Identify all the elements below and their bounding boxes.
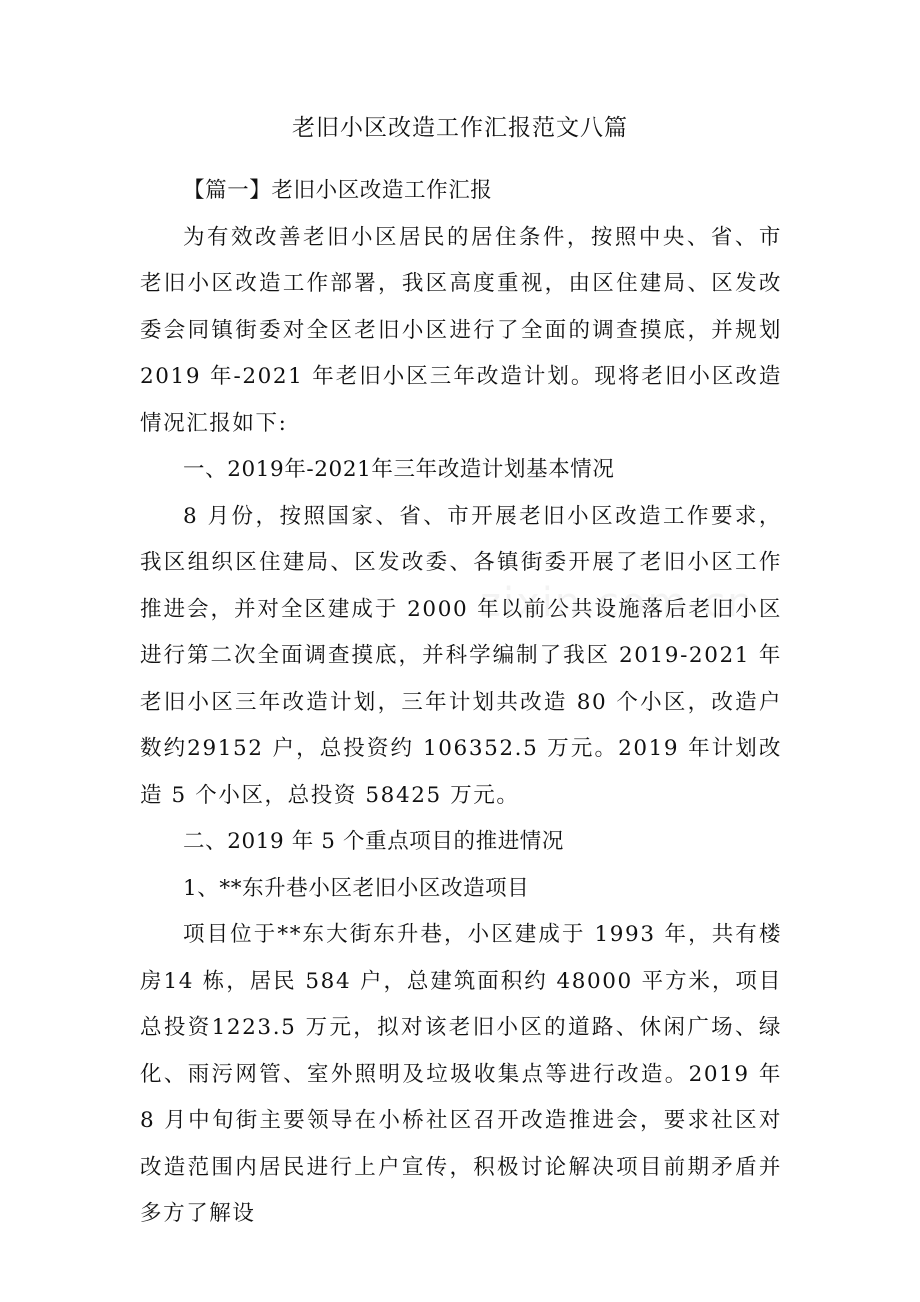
section-heading-part-one: 【篇一】老旧小区改造工作汇报 (183, 178, 493, 203)
paragraph-plan-details: 8 月份，按照国家、省、市开展老旧小区改造工作要求，我区组织区住建局、区发改委、各镇街委开展了老旧小区工作推进会，并对全区建成于 2000 年以前公共设施落后老旧小区进行第二次全面调查摸底，并科学编制了我区 2019-2021 年老旧小区三年改造计划，三年计划共改造 80 个小区，改造户数约29152 户，总投资约 106352.5 万元。2019 年计划改造 5 个小区，总投资 58425 万元。 (140, 503, 782, 808)
watermark-text (480, 580, 754, 626)
paragraph-intro: 为有效改善老旧小区居民的居住条件，按照中央、省、市老旧小区改造工作部署，我区高度重视，由区住建局、区发改委会同镇街委对全区老旧小区进行了全面的调查摸底，并规划2019 年-2021 年老旧小区三年改造计划。现将老旧小区改造情况汇报如下: (140, 224, 782, 436)
section-heading-key-projects: 二、2019 年 5 个重点项目的推进情况 (183, 829, 564, 854)
paragraph-project-one: 项目位于**东大街东升巷，小区建成于 1993 年，共有楼房14 栋，居民 584 户，总建筑面积约 48000 平方米，项目总投资1223.5 万元，拟对该老旧小区的道路、休闲广场、绿化、雨污网管、室外照明及垃圾收集点等进行改造。2019 年 8 月中旬街主要领导在小桥社区召开改造推进会，要求社区对改造范围内居民进行上户宣传，积极讨论解决项目前期矛盾并多方了解设 (140, 922, 782, 1226)
subheading-project-one: 1、**东升巷小区老旧小区改造项目 (183, 875, 530, 901)
document-title: 老旧小区改造工作汇报范文八篇 (292, 115, 628, 141)
document-body (140, 168, 782, 1238)
section-heading-plan-overview: 一、2019年-2021年三年改造计划基本情况 (183, 457, 615, 482)
